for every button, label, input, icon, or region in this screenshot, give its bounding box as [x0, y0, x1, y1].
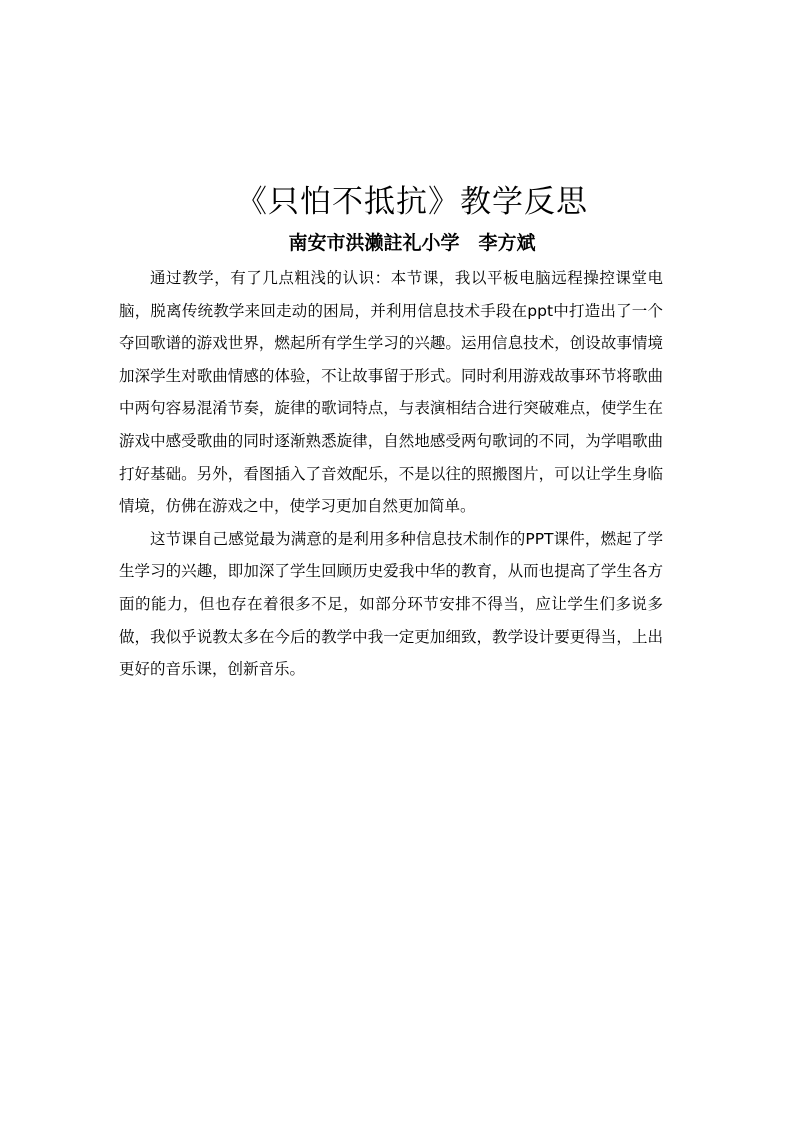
document-body [119, 262, 663, 686]
body-paragraph: 这节课自己感觉最为满意的是利用多种信息技术制作的PPT课件，燃起了学生学习的兴趣，即加深了学生回顾历史爱我中华的教育，从而也提高了学生各方面的能力，但也存在着很多不足，如部分环节安排不得当，应让学生们多说多做，我似乎说教太多在今后的教学中我一定更加细致，教学设计要更得当，上出更好的音乐课，创新音乐。 [119, 529, 663, 679]
author-line: 南安市洪濑註礼小学 李方斌 [288, 232, 536, 254]
body-paragraph: 通过教学，有了几点粗浅的认识：本节课，我以平板电脑远程操控课堂电脑，脱离传统教学来回走动的困局，并利用信息技术手段在ppt中打造出了一个夺回歌谱的游戏世界，燃起所有学生学习的兴趣。运用信息技术，创设故事情境加深学生对歌曲情感的体验，不让故事留于形式。同时利用游戏故事环节将歌曲中两句容易混淆节奏，旋律的歌词特点，与表演相结合进行突破难点，使学生在游戏中感受歌曲的同时逐渐熟悉旋律，自然地感受两句歌词的不同，为学唱歌曲打好基础。另外，看图插入了音效配乐，不是以往的照搬图片，可以让学生身临情境，仿佛在游戏之中，使学习更加自然更加简单。 [119, 269, 663, 516]
document-title: 《只怕不抵抗》教学反思 [236, 184, 588, 220]
